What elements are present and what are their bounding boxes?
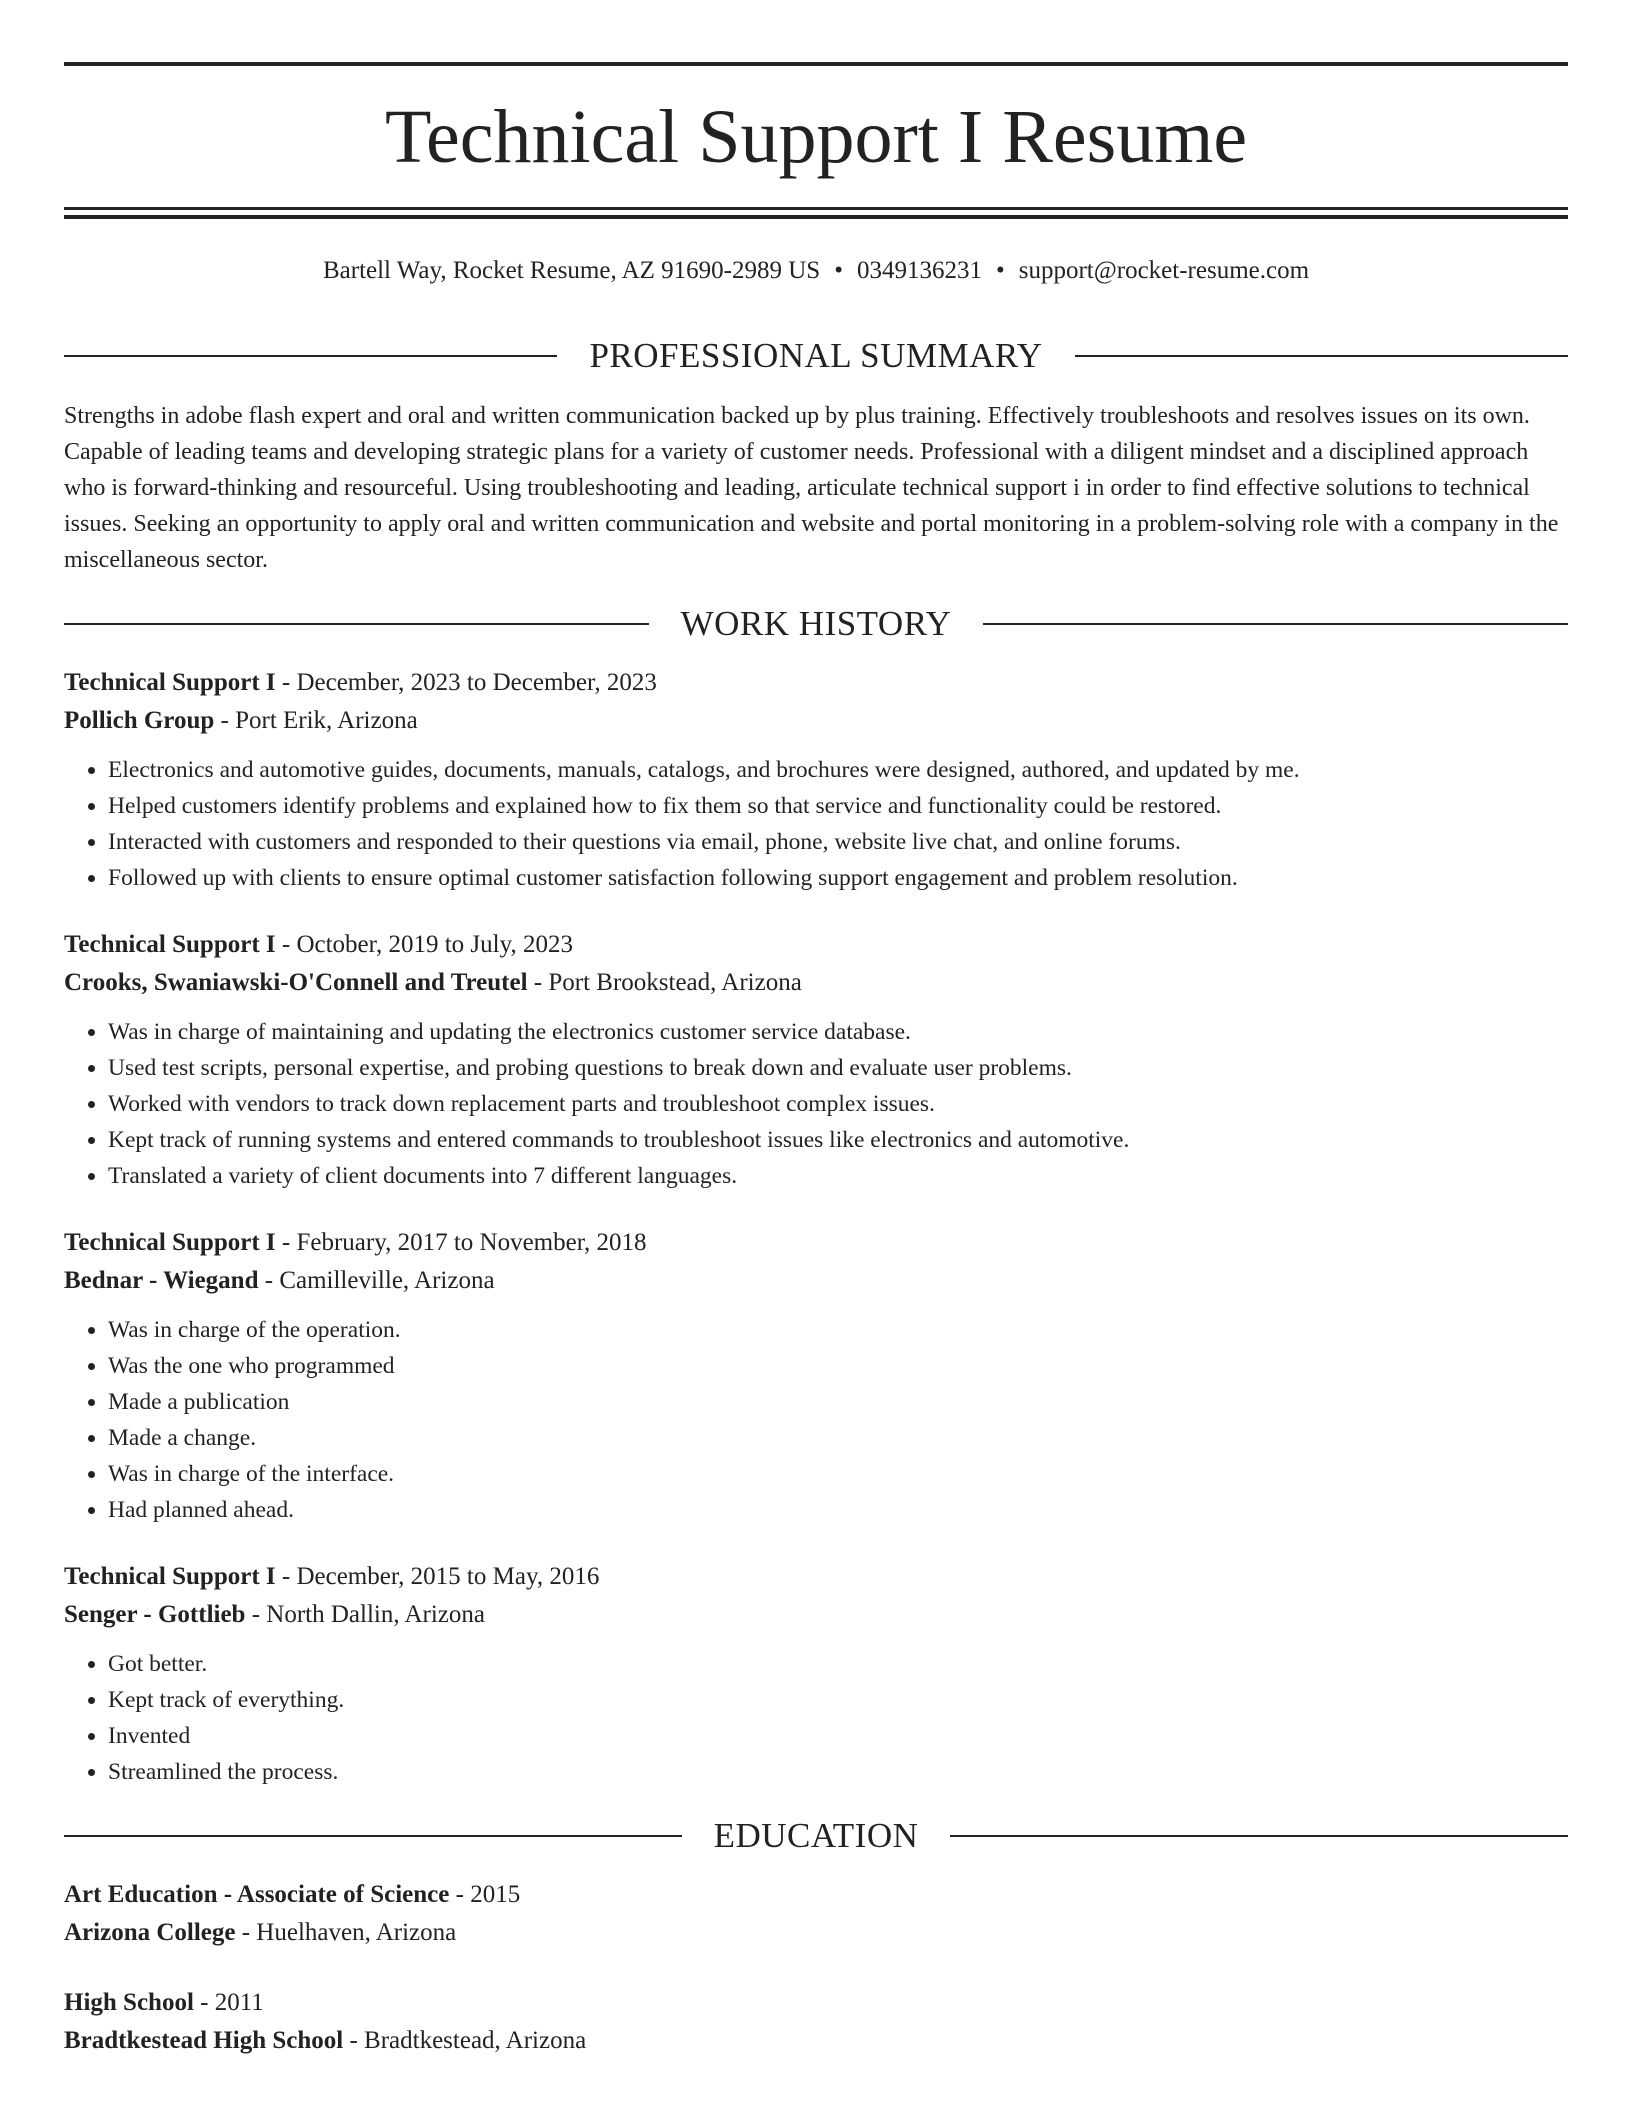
education-degree-line xyxy=(64,1984,1568,2022)
education-school-line xyxy=(64,2022,1568,2060)
education-degree: High School xyxy=(64,1989,194,2016)
education-degree: Art Education - Associate of Science xyxy=(64,1881,450,1908)
job-location: - Camilleville, Arizona xyxy=(258,1267,495,1294)
education-entry xyxy=(64,1984,1568,2060)
job-title: Technical Support I xyxy=(64,1229,276,1256)
job-location: - North Dallin, Arizona xyxy=(245,1601,485,1628)
job-entry xyxy=(64,1558,1568,1790)
job-dates: - December, 2015 to May, 2016 xyxy=(275,1563,600,1590)
contact-phone: 0349136231 xyxy=(856,257,982,284)
education-degree-line xyxy=(64,1876,1568,1914)
job-entry xyxy=(64,664,1568,896)
page-title: Technical Support I Resume xyxy=(384,95,1248,179)
job-location: - Port Erik, Arizona xyxy=(214,707,418,734)
education-year: - 2015 xyxy=(449,1881,521,1908)
heading-rule-left xyxy=(64,355,557,357)
job-bullet: • Helped customers identify problems and explained how to fix them so that service and functionality could be restored. xyxy=(108,788,1568,824)
job-bullet: • Was the one who programmed xyxy=(108,1348,1568,1384)
resume-content xyxy=(64,330,1568,2060)
education-section-heading xyxy=(64,1810,1568,1862)
job-title-line xyxy=(64,926,1568,964)
title-rule-lower xyxy=(64,215,1568,219)
summary-heading-label: PROFESSIONAL SUMMARY xyxy=(589,336,1043,375)
job-bullet: • Followed up with clients to ensure optimal customer satisfaction following support engagement and problem resolution. xyxy=(108,860,1568,896)
education-school: Bradtkestead High School xyxy=(64,2027,344,2054)
job-bullets xyxy=(64,1312,1568,1528)
title-rule-upper xyxy=(64,207,1568,210)
top-rule xyxy=(64,62,1568,66)
job-bullet: • Was in charge of maintaining and updating the electronics customer service database. xyxy=(108,1014,1568,1050)
job-company-line xyxy=(64,1262,1568,1300)
job-title: Technical Support I xyxy=(64,669,276,696)
job-title-line xyxy=(64,1558,1568,1596)
education-year: - 2011 xyxy=(193,1989,264,2016)
job-bullet: • Got better. xyxy=(108,1646,1568,1682)
job-company: Crooks, Swaniawski-O'Connell and Treutel xyxy=(64,969,528,996)
job-bullet: • Interacted with customers and responded to their questions via email, phone, website live chat, and online forums. xyxy=(108,824,1568,860)
education-location: - Bradtkestead, Arizona xyxy=(343,2027,587,2054)
contact-separator: • xyxy=(834,257,843,284)
job-location: - Port Brookstead, Arizona xyxy=(527,969,802,996)
job-company: Bednar - Wiegand xyxy=(64,1267,259,1294)
contact-separator: • xyxy=(995,257,1005,284)
job-entry xyxy=(64,1224,1568,1528)
job-bullet: • Translated a variety of client documents into 7 different languages. xyxy=(108,1158,1568,1194)
job-title: Technical Support I xyxy=(64,1563,276,1590)
summary-section-heading xyxy=(64,330,1568,382)
education-list xyxy=(64,1876,1568,2060)
heading-rule-right xyxy=(950,1835,1568,1837)
contact-address: Bartell Way, Rocket Resume, AZ 91690-2989 US xyxy=(322,257,821,284)
job-entry xyxy=(64,926,1568,1194)
job-bullet: • Kept track of running systems and entered commands to troubleshoot issues like electronics and automotive. xyxy=(108,1122,1568,1158)
job-title-line xyxy=(64,664,1568,702)
job-title: Technical Support I xyxy=(64,931,276,958)
job-company: Pollich Group xyxy=(64,707,215,734)
job-bullets xyxy=(64,752,1568,896)
education-entry xyxy=(64,1876,1568,1952)
job-bullet: • Was in charge of the operation. xyxy=(108,1312,1568,1348)
job-bullet: • Used test scripts, personal expertise, and probing questions to break down and evaluate user problems. xyxy=(108,1050,1568,1086)
job-bullet: • Made a change. xyxy=(108,1420,1568,1456)
education-heading-label: EDUCATION xyxy=(713,1816,919,1855)
job-bullet: • Invented xyxy=(108,1718,1568,1754)
job-company-line xyxy=(64,702,1568,740)
heading-rule-left xyxy=(64,1835,682,1837)
job-dates: - December, 2023 to December, 2023 xyxy=(275,669,657,696)
work-history-list xyxy=(64,664,1568,1790)
job-bullet: • Kept track of everything. xyxy=(108,1682,1568,1718)
education-school: Arizona College xyxy=(64,1919,236,1946)
job-bullet: • Made a publication xyxy=(108,1384,1568,1420)
job-bullets xyxy=(64,1646,1568,1790)
job-company-line xyxy=(64,1596,1568,1634)
job-title-line xyxy=(64,1224,1568,1262)
job-company: Senger - Gottlieb xyxy=(64,1601,246,1628)
professional-summary-text: Strengths in adobe flash expert and oral and written communication backed up by plus training. Effectively troubleshoots and resolves issues on its own. Capable of leading teams and developing strategic plans for a variety of customer needs. Professional with a diligent mindset and a disciplined approach who is forward-thinking and resourceful. Using troubleshooting and leading, articulate technical support i in order to find effective solutions to technical issues. Seeking an opportunity to apply oral and written communication and website and portal monitoring in a problem-solving role with a company in the miscellaneous sector. xyxy=(64,403,1559,573)
heading-rule-right xyxy=(983,623,1568,625)
contact-line xyxy=(64,254,1568,288)
job-company-line xyxy=(64,964,1568,1002)
education-school-line xyxy=(64,1914,1568,1952)
work-section-heading xyxy=(64,598,1568,650)
job-bullet: • Was in charge of the interface. xyxy=(108,1456,1568,1492)
job-dates: - October, 2019 to July, 2023 xyxy=(275,931,573,958)
job-bullet: • Had planned ahead. xyxy=(108,1492,1568,1528)
education-location: - Huelhaven, Arizona xyxy=(235,1919,457,1946)
job-bullets xyxy=(64,1014,1568,1194)
job-bullet: • Streamlined the process. xyxy=(108,1754,1568,1790)
contact-email: support@rocket-resume.com xyxy=(1018,257,1310,284)
job-bullet: • Worked with vendors to track down replacement parts and troubleshoot complex issues. xyxy=(108,1086,1568,1122)
job-dates: - February, 2017 to November, 2018 xyxy=(275,1229,647,1256)
work-heading-label: WORK HISTORY xyxy=(680,604,952,643)
heading-rule-left xyxy=(64,623,649,625)
heading-rule-right xyxy=(1075,355,1568,357)
job-bullet: • Electronics and automotive guides, documents, manuals, catalogs, and brochures were designed, authored, and updated by me. xyxy=(108,752,1568,788)
